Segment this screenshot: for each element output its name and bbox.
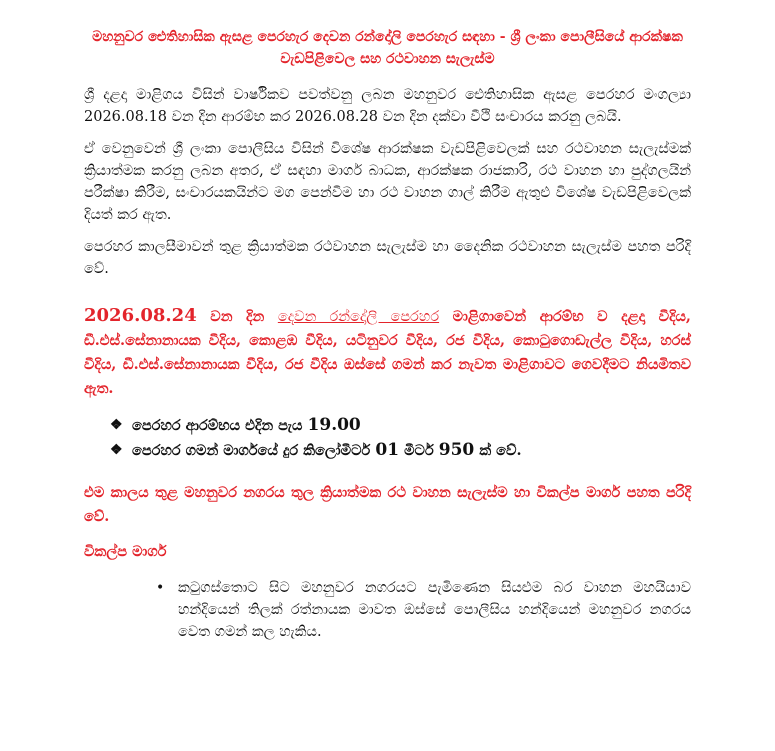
security-paragraph: ඒ වෙනුවෙන් ශ්‍රී ලංකා පොලීසිය විසින් විශේෂ ආරක්ෂක වැඩපිළිවෙලක් සහ රථවාහන සැලැස්මක් ක්‍රියාත්මක කරනු ලබන අතර, ඒ සඳහා මාර්ග බාධක, ආරක්ෂක රාජකාරි, රථ වාහන හා පුද්ගලයින් පරීක්ෂා කිරීම, සංචාරයකයින්ට මග පෙන්වීම හා රථ වාහන ගාල් කිරීම ඇතුළු විශේෂ වැඩපිළිවෙලක් දියත් කර ඇත. [84, 141, 691, 223]
procession-details-list [84, 413, 691, 463]
distance-label: පෙරහර ගමන් මාර්ගයේ දුර කිලෝමීටර් [132, 442, 371, 459]
distance-meter-label: මීටර් [404, 442, 434, 459]
procession-route-paragraph [84, 304, 691, 401]
procession-day-word: වන දින [210, 308, 265, 325]
diamond-bullet-icon: ❖ [110, 417, 123, 433]
alternative-routes-list [84, 577, 691, 643]
procession-name: දෙවන රන්දෝලි පෙරහර [277, 309, 440, 325]
traffic-intro-paragraph: එම කාලය තුළ මහනුවර නගරය තුල ක්‍රියාත්මක රථ වාහන සැලැස්ම හා විකල්ප මාර්ග පහත පරිදි වේ. [84, 484, 691, 525]
bullet-dot-icon: • [156, 580, 165, 596]
procession-route: මාළිගාවෙන් ආරම්භ ව දළදා වීදිය, ඩී.එස්.සේනානායක වීදිය, කොළඹ වීදිය, යටිනුවර වීදිය, රජ වීදිය, කොටුගොඩැල්ල වීදිය, හරස් වීදිය, ඩී.එස්.සේනානායක වීදිය, රජ වීදිය ඔස්සේ ගමන් කර නැවත මාළිගාවට ගෙවදීමට නියමිතව ඇත. [84, 308, 691, 397]
list-item [110, 413, 691, 438]
diamond-bullet-icon: ❖ [110, 442, 123, 458]
distance-m-value: 950 [438, 440, 475, 460]
alternative-routes-heading: විකල්ප මාර්ග [84, 543, 167, 560]
alternative-route-text: කටුගස්තොට සිට මහනුවර නගරයට පැමිණෙන සියළුම බර වාහන මහයියාව හන්දියෙන් තිලක් රත්නායක මාවත ඔස්සේ පොලීසිය හන්දියෙන් මහනුවර නගරය වෙත ගමන් කල හැකිය. [178, 580, 691, 640]
document-title: මහනුවර ඓතිහාසික ඇසළ පෙරහැර දෙවන රන්දෝලි පෙරහැර සඳහා - ශ්‍රී ලංකා පොලීසියේ ආරක්ෂක වැඩපිළිවෙල සහ රථවාහන සැලැස්ම [92, 29, 683, 67]
distance-suffix: ක් වේ. [479, 442, 522, 459]
intro-paragraph: ශ්‍රී දළදා මාළිගය විසින් වාර්ෂිකව පවත්වනු ලබන මහනුවර ඓතිහාසික ඇසළ පෙරහර මංගල්‍යා 2026.08.18 වන දින ආරම්භ කර 2026.08.28 වන දින දක්වා වීථි සංචාරය කරනු ලබයි. [84, 87, 691, 125]
start-time-label: පෙරහර ආරම්භය එදින පැය [132, 417, 303, 434]
list-item [110, 438, 691, 463]
list-item [156, 577, 691, 643]
start-time-value: 19.00 [307, 415, 361, 435]
traffic-plan-paragraph: පෙරහර කාලසීමාවන් තුළ ක්‍රියාත්මක රථවාහන සැලැස්ම හා දෛනික රථවාහන සැලැස්ම පහත පරිදි වේ. [84, 239, 691, 277]
distance-km-value: 01 [375, 440, 400, 460]
procession-date: 2026.08.24 [84, 305, 197, 326]
